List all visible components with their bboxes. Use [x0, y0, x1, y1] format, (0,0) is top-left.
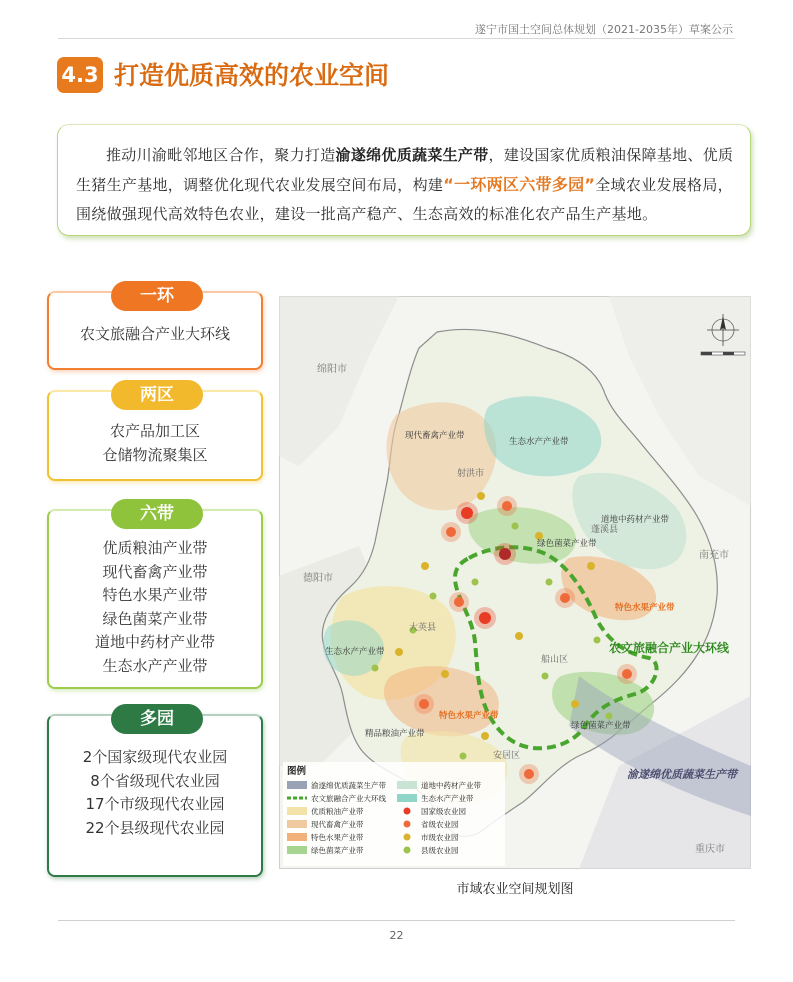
intro-text-2: ，建设国家优质粮油保障基地、优质生猪生产基地，调整优化现代农业发展空间布局，构建	[76, 146, 734, 194]
card-belts-line: 绿色菌菜产业带	[102, 609, 208, 628]
intro-highlight: “一环两区六带多园”	[443, 175, 596, 194]
card-belts-line: 现代畜禽产业带	[102, 562, 208, 581]
district-daying: 大英县	[409, 622, 437, 632]
header-divider	[58, 38, 735, 39]
legend-title: 图例	[287, 766, 307, 777]
card-belts	[47, 504, 263, 689]
city-park-marker	[477, 492, 485, 500]
card-parks-line: 2个国家级现代农业园	[82, 748, 228, 766]
district-pengxi: 蓬溪县	[591, 524, 619, 534]
neighbor-chongqing: 重庆市	[695, 844, 725, 855]
label-livestock: 现代畜禽产业带	[405, 430, 465, 440]
card-belts-line: 生态水产产业带	[102, 656, 208, 675]
card-parks	[47, 709, 263, 877]
card-ring-line: 农文旅融合产业大环线	[79, 325, 230, 343]
footer-divider	[58, 920, 735, 921]
district-shehong: 射洪市	[457, 468, 485, 478]
neighbor-mianyang: 绵阳市	[317, 364, 347, 375]
card-parks-title: 多园	[111, 704, 203, 734]
scale-bar	[701, 352, 745, 355]
section-title: 打造优质高效的农业空间	[114, 61, 390, 90]
legend-item: 渝遂绵优质蔬菜生产带	[311, 781, 386, 790]
intro-text-3: 全域农业发展格局，围绕做强现代高效特色农业，建设一批高产稳产、生态高效的标准化农产品生产基地。	[76, 176, 733, 223]
card-zones	[47, 385, 263, 481]
label-herb: 道地中药材产业带	[601, 514, 670, 524]
label-yusui: 渝遂绵优质蔬菜生产带	[627, 769, 737, 781]
intro-paragraph	[76, 141, 734, 229]
card-belts-line: 优质粮油产业带	[102, 539, 208, 557]
county-park-marker	[512, 523, 519, 530]
label-grain: 精品粮油产业带	[365, 728, 425, 738]
label-aquatic-west: 生态水产产业带	[325, 646, 385, 656]
legend-item: 现代畜禽产业带	[311, 820, 364, 829]
neighbor-deyang: 德阳市	[303, 573, 333, 584]
card-zones-line: 农产品加工区	[109, 422, 200, 440]
card-parks-line: 22个县级现代农业园	[85, 818, 225, 837]
card-zones-title: 两区	[111, 380, 203, 410]
district-anju: 安居区	[493, 750, 521, 760]
intro-bold-term: 渝遂绵优质蔬菜生产带	[335, 146, 489, 164]
label-veg-south: 绿色菌菜产业带	[571, 720, 631, 730]
section-number: 4.3	[57, 57, 103, 93]
legend-item: 县级农业园	[421, 846, 459, 855]
label-aquatic-north: 生态水产产业带	[509, 436, 569, 446]
card-belts-line: 道地中药材产业带	[94, 633, 215, 651]
header-title: 遂宁市国土空间总体规划（2021-2035年）草案公示	[475, 23, 733, 36]
legend-item: 绿色菌菜产业带	[311, 846, 364, 855]
legend-item: 农文旅融合产业大环线	[311, 794, 386, 803]
card-parks-line: 8个省级现代农业园	[90, 771, 220, 790]
legend-item: 特色水果产业带	[311, 833, 364, 842]
legend-item: 生态水产产业带	[421, 794, 474, 803]
map-caption: 市域农业空间规划图	[456, 882, 574, 897]
label-veg-north: 绿色菌菜产业带	[537, 538, 597, 548]
agri-space-map	[279, 296, 751, 869]
legend-item: 市级农业园	[421, 833, 459, 842]
label-ring: 农文旅融合产业大环线	[609, 641, 730, 655]
intro-box	[57, 124, 751, 236]
intro-text-1: 推动川渝毗邻地区合作，聚力打造	[106, 146, 336, 164]
card-belts-line: 特色水果产业带	[102, 586, 208, 604]
label-fruit-south: 特色水果产业带	[439, 710, 499, 720]
label-fruit-east: 特色水果产业带	[615, 602, 675, 612]
legend-item: 道地中药材产业带	[421, 781, 481, 790]
legend-item: 国家级农业园	[421, 807, 466, 816]
card-belts-title: 六带	[111, 499, 203, 529]
map-legend	[283, 762, 505, 866]
card-zones-line: 仓储物流聚集区	[102, 445, 208, 464]
card-ring	[47, 286, 263, 370]
card-ring-title: 一环	[111, 281, 203, 311]
card-parks-line: 17个市级现代农业园	[85, 795, 225, 813]
district-chuanshan: 船山区	[541, 654, 569, 664]
legend-item: 优质粮油产业带	[311, 807, 364, 816]
neighbor-nanchong: 南充市	[699, 550, 729, 561]
legend-item: 省级农业园	[421, 820, 459, 829]
page-number: 22	[389, 929, 404, 942]
